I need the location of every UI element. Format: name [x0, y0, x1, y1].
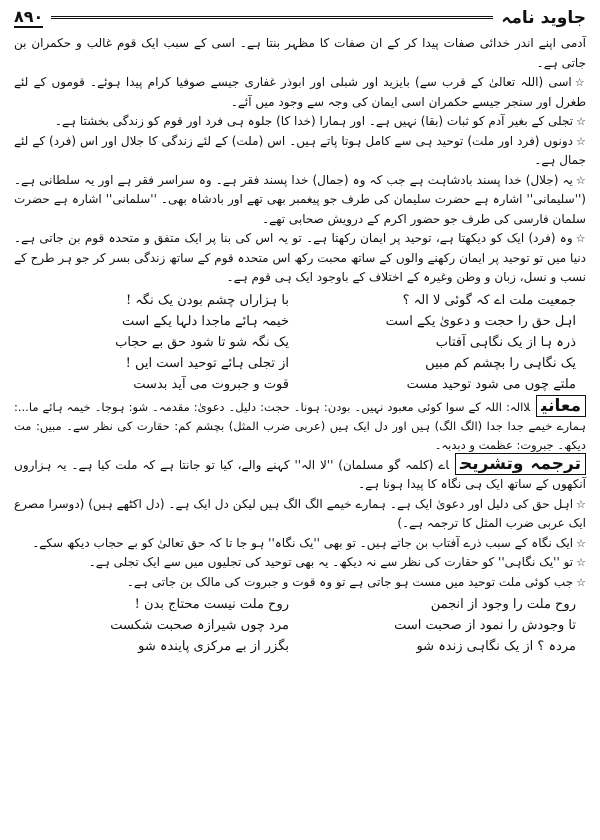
paragraph: ☆تو ''یک نگاہی'' کو حقارت کی نظر سے نہ دیکھ۔ یہ بھی توحید کی تجلیوں میں سے ایک تجلی ہے۔ [88, 555, 586, 569]
verse-line: روح ملت نیست محتاج بدن ! [134, 597, 289, 612]
verse-line: از تجلی ہائے توحید است ایں ! [125, 355, 289, 371]
paragraph: ☆جب کوئی ملت توحید میں مست ہو جاتی ہے تو وہ قوت و جبروت کی مالک بن جاتی ہے۔ [126, 574, 586, 589]
maani-heading: معانی [536, 395, 586, 417]
verse-line: ذرہ ہا از یک نگاہی آفتاب [435, 334, 576, 350]
star-icon: ☆ [576, 497, 586, 511]
paragraph: ☆دونوں (فرد اور ملت) توحید ہی سے کامل ہوتا پاتے ہیں۔ اس (ملت) کے لئے زندگی کا جلال اور اس (فرد) کے لئے جمال ہے۔ [14, 133, 586, 167]
star-icon: ☆ [576, 556, 586, 569]
star-icon: ☆ [576, 115, 586, 128]
paragraph: ☆یہ (جلال) خدا پسند بادشاہت ہے جب کہ وہ (جمال) خدا پسند فقر ہے۔ وہ سراسر فقر ہے اور یہ سلطانی ہے۔ (''سلیمانی'' اشارہ ہے حضرت سلیمان کی طرف جو پیغمبر بھی تھے اور بادشاہ بھی۔ ''سلمانی'' اشارہ ہے حضرت سلمان فارسی کی طرف جو حضور اکرم کے درویش صحابی تھے۔ [14, 172, 586, 226]
book-title: جاوید نامہ [501, 7, 586, 28]
tarjuma-heading: ترجمہ وتشریح [455, 453, 586, 475]
verse-line: ملتے چوں می شود توحید مست [406, 376, 576, 392]
verse-line: جمعیت ملت اے کہ گوئی لا الہ ؟ [402, 292, 576, 308]
paragraph: ☆وہ (فرد) ایک کو دیکھتا ہے، توحید پر ایمان رکھتا ہے۔ تو یہ اس کی بنا پر ایک متفق و متحدہ قوم بن جاتی ہے۔ دنیا میں تو توحید پر ایمان رکھنے والوں کے ساتھ محبت رکھ اس متحدہ قوم کے ساتھ زندگی بسر کر جو ہر طرح کے نسب و نسل، زبان و وطن وغیرہ کے اختلاف کے باوجود ایک ہی قوم ہے۔ [14, 231, 586, 284]
page-header [14, 6, 586, 28]
verse-line: یک نگہ شو تا شود حق بے حجاب [115, 334, 289, 350]
paragraph: ☆اہل حق کی دلیل اور دعویٰ ایک ہے۔ ہمارے خیمے الگ الگ ہیں لیکن دل ایک ہے۔ (دل اکٹھے ہیں) (دوسرا مصرع ایک عربی ضرب المثل کا ترجمہ ہے۔) [14, 496, 586, 530]
paragraph: ☆تجلی کے بغیر آدم کو ثبات (بقا) نہیں ہے۔ اور ہمارا (خدا کا) جلوہ ہی فرد اور قوم کو زندگی بخشتا ہے۔ [54, 114, 586, 128]
translation-intro: ترجمہ وتشریحاے (کلمہ گو مسلمان) ''لا الہ'' کہنے والے، کیا تو جانتا ہے کہ ملت کیا ہے۔ یہ ہزاروں آنکھوں کے ساتھ ایک ہی نگاہ کا پیدا ہونا ہے۔ [14, 453, 586, 491]
verse-line: خیمہ ہائے ماجدا دلہا یکے است [122, 313, 289, 329]
verse-line: یک نگاہی را بچشم کم مبیں [425, 355, 576, 371]
star-icon: ☆ [575, 232, 586, 245]
paragraph: آدمی اپنے اندر خدائی صفات پیدا کر کے ان صفات کا مظہر بنتا ہے۔ اسی کے سبب ایک قوم غالب و حکمران بن جاتی ہے۔ [14, 36, 586, 70]
verse-line: بگزر از بے مرکزی پایندہ شو [138, 639, 289, 654]
verse-line: تا وجودش را نمود از صحبت است [394, 618, 576, 633]
poem-1 [24, 290, 576, 395]
header-rule [51, 16, 493, 19]
page-body [14, 34, 586, 657]
verse-line: قوت و جبروت می آید بدست [133, 376, 289, 392]
star-icon: ☆ [576, 575, 586, 589]
poem-2 [24, 594, 576, 657]
paragraph: ☆اسی (اللہ تعالیٰ کے قرب سے) بایزید اور شبلی اور ابوذر غفاری جیسے صوفیا کرام پیدا ہوئے۔ قوموں کے لئے طغرل اور سنجر جیسے حکمران اسی ایمان کی وجہ سے وجود میں آئے۔ [14, 75, 586, 109]
verse-line: مرد چوں شیرازہ صحبت شکست [110, 618, 289, 633]
verse-line: مردہ ؟ از یک نگاہی زندہ شو [416, 639, 576, 654]
star-icon: ☆ [575, 134, 586, 148]
glossary [14, 397, 586, 455]
star-icon: ☆ [576, 536, 586, 550]
verse-line: روح ملت را وجود از انجمن [430, 597, 576, 612]
glossary-text: لاالہ: اللہ کے سوا کوئی معبود نہیں۔ بودن: ہونا۔ حجت: دلیل۔ دعویٰ: مقدمہ۔ شو: ہوجا۔ خیمہ ہائے ما...: ہمارے خیمے جدا جدا (الگ الگ) ہیں اور دل ایک ہیں (عربی ضرب المثل) بچشم کم: حقارت کی نظر سے۔ مبیں: مت دیکھ۔ جبروت: عظمت و دبدبہ۔ [14, 399, 586, 452]
verse-line: اہل حق را حجت و دعویٰ یکے است [385, 313, 576, 329]
page-number: ۸۹۰ [14, 6, 44, 26]
star-icon: ☆ [575, 173, 586, 187]
paragraph: ☆ایک نگاہ کے سبب ذرے آفتاب بن جاتے ہیں۔ تو بھی ''یک نگاہ'' ہو جا تا کہ حق تعالیٰ کو بے حجاب دیکھ سکے۔ [32, 535, 586, 550]
star-icon: ☆ [574, 76, 586, 89]
verse-line: با ہزاراں چشم بودن یک نگہ ! [125, 292, 289, 308]
